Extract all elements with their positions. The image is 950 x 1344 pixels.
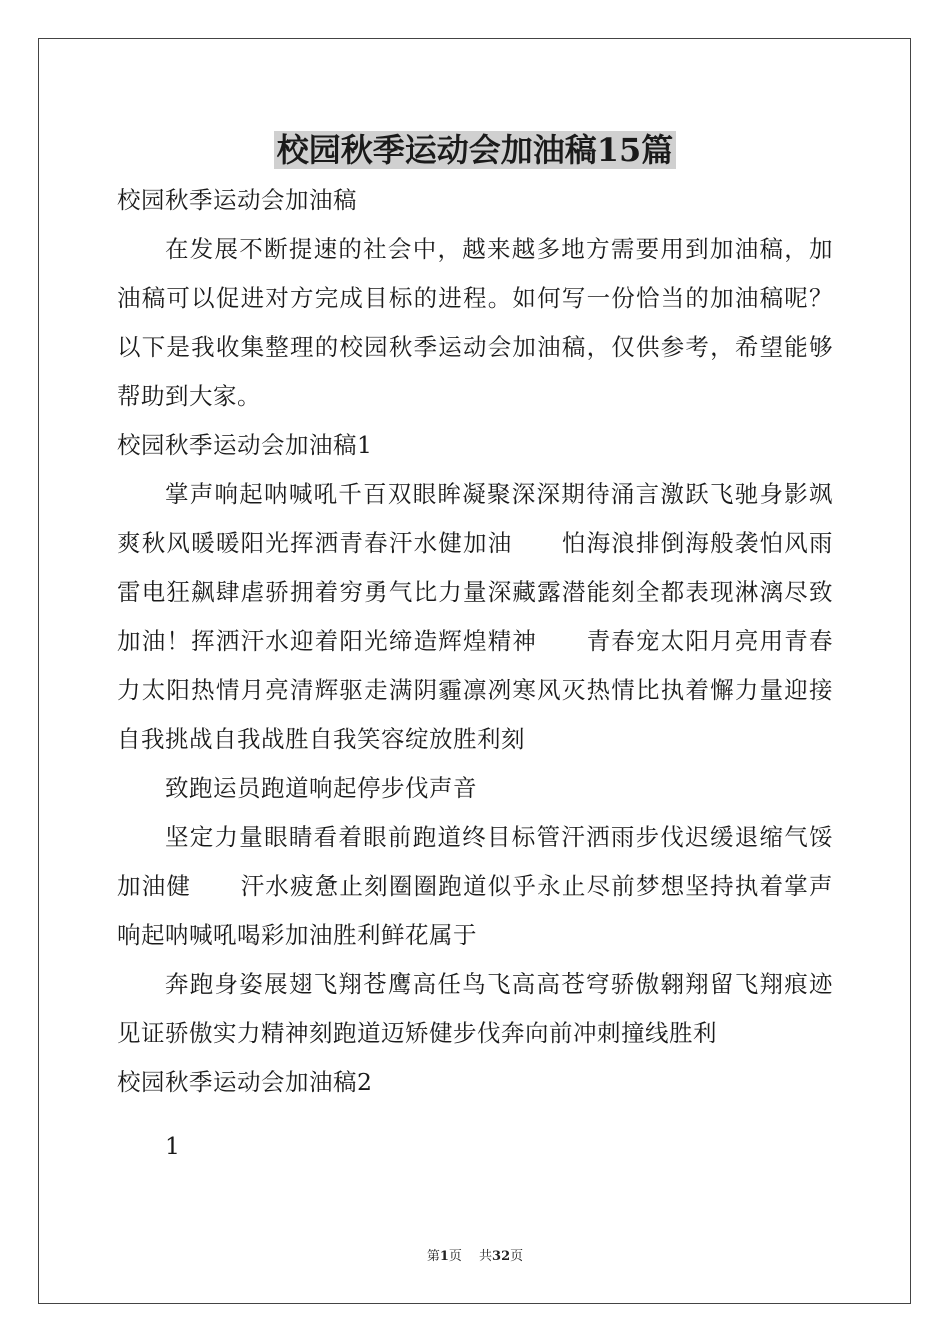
section-heading-intro: 校园秋季运动会加油稿 <box>117 186 357 214</box>
document-title <box>0 126 950 174</box>
inline-number: 1 <box>165 1132 180 1160</box>
footer-page-suffix: 页 共 <box>448 1249 493 1264</box>
intro-paragraph: 在发展不断提速的社会中，越来越多地方需要用到加油稿，加油稿可以促进对方完成目标的进程。如何写一份恰当的加油稿呢？以下是我收集整理的校园秋季运动会加油稿，仅供参考，希望能够帮助到大家。 <box>117 235 833 410</box>
document-body <box>117 176 833 1107</box>
paragraph-4: 奔跑身姿展翅飞翔苍鹰高任鸟飞高高苍穹骄傲翱翔留飞翔痕迹见证骄傲实力精神刻跑道迈矫健步伐奔向前冲刺撞线胜利 <box>117 970 833 1047</box>
footer-page-number: 1 <box>439 1249 449 1264</box>
footer-total-pages: 32 <box>492 1249 511 1264</box>
paragraph-2: 致跑运员跑道响起停步伐声音 <box>165 774 477 802</box>
footer-prefix: 第 <box>426 1249 440 1264</box>
footer-total-suffix: 页 <box>510 1249 524 1264</box>
section-heading-1: 校园秋季运动会加油稿1 <box>117 431 373 459</box>
document-title-text: 校园秋季运动会加油稿15篇 <box>274 131 677 169</box>
page-footer <box>0 1248 950 1266</box>
paragraph-3: 坚定力量眼睛看着眼前跑道终目标管汗洒雨步伐迟缓退缩气馁加油健 汗水疲惫止刻圈圈跑道似乎永止尽前梦想坚持执着掌声响起呐喊吼喝彩加油胜利鲜花属于 <box>117 823 833 949</box>
section-heading-2: 校园秋季运动会加油稿2 <box>117 1068 373 1096</box>
paragraph-1: 掌声响起呐喊吼千百双眼眸凝聚深深期待涌言激跃飞驰身影飒爽秋风暖暖阳光挥洒青春汗水健加油 怕海浪排倒海般袭怕风雨雷电狂飙肆虐骄拥着穷勇气比力量深藏露潜能刻全都表现淋漓尽致加油！挥洒汗水迎着阳光缔造辉煌精神 青春宠太阳月亮用青春力太阳热情月亮清辉驱走满阴霾凛冽寒风灭热情比执着懈力量迎接自我挑战自我战胜自我笑容绽放胜利刻 <box>117 480 833 753</box>
